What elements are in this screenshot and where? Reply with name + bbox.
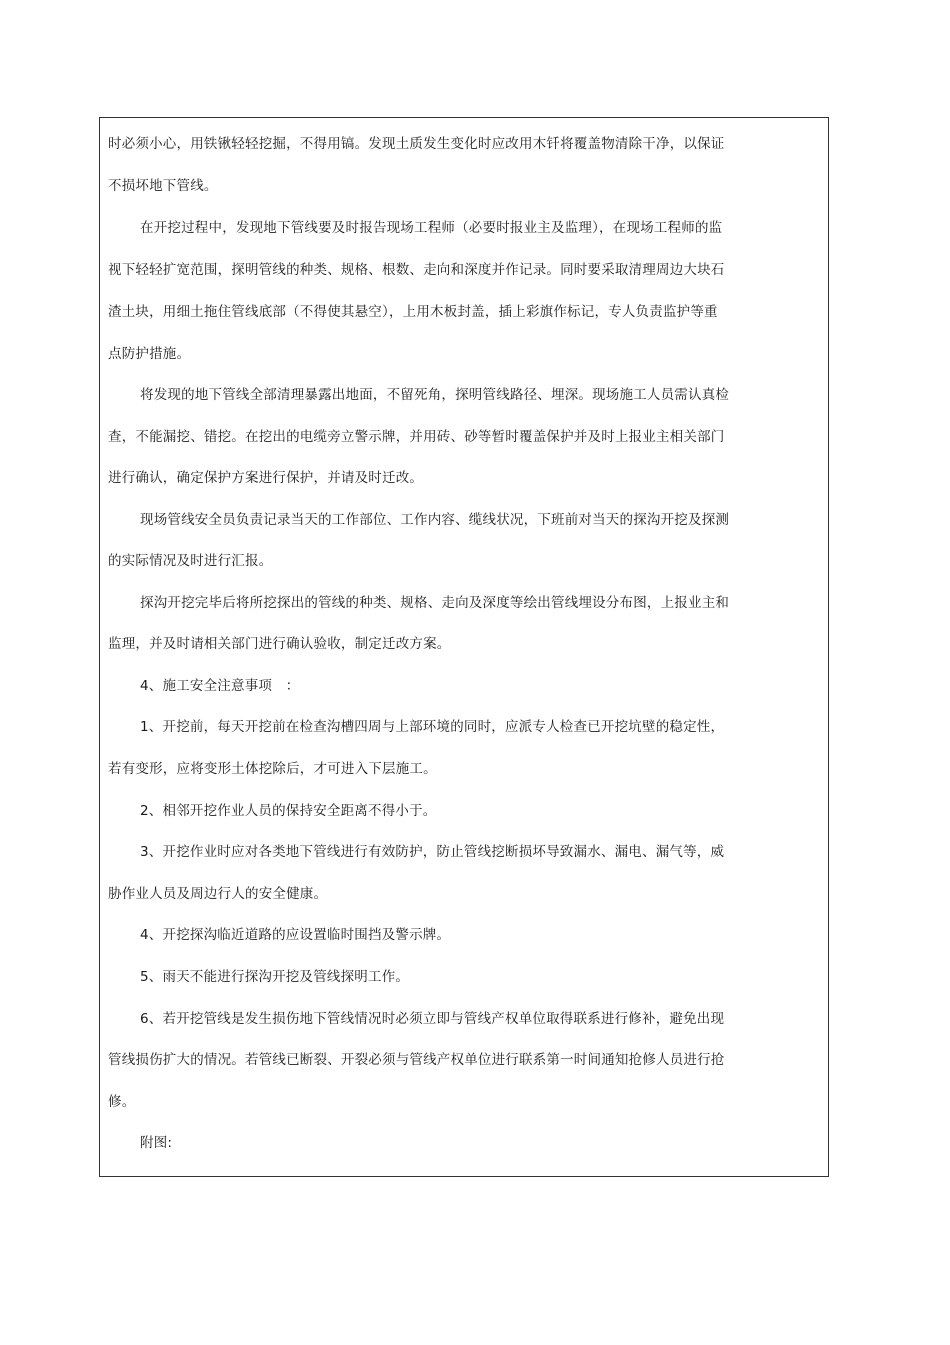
text-line: 探沟开挖完毕后将所挖探出的管线的种类、规格、走向及深度等绘出管线埋设分布图，上报业主和 <box>140 595 730 611</box>
text-line: 渣土块，用细土拖住管线底部（不得使其悬空），上用木板封盖，插上彩旗作标记，专人负责监护等重 <box>108 304 718 320</box>
text-line: 6、若开挖管线是发生损伤地下管线情况时必须立即与管线产权单位取得联系进行修补，避免出现 <box>140 1011 725 1027</box>
text-line: 5、雨天不能进行探沟开挖及管线探明工作。 <box>140 969 410 985</box>
section-heading: 4、施工安全注意事项 ： <box>140 678 300 694</box>
text-line: 监理，并及时请相关部门进行确认验收，制定迁改方案。 <box>108 636 451 652</box>
text-line: 胁作业人员及周边行人的安全健康。 <box>108 886 328 902</box>
text-line: 将发现的地下管线全部清理暴露出地面，不留死角，探明管线路径、埋深。现场施工人员需认真检 <box>140 387 730 403</box>
text-line: 管线损伤扩大的情况。若管线已断裂、开裂必须与管线产权单位进行联系第一时间通知抢修人员进行抢 <box>108 1052 725 1068</box>
document-frame <box>99 117 829 1177</box>
text-line: 的实际情况及时进行汇报。 <box>108 553 273 569</box>
text-line: 不损坏地下管线。 <box>108 178 218 194</box>
text-line: 修。 <box>108 1094 136 1110</box>
text-line: 点防护措施。 <box>108 346 191 362</box>
text-line: 视下轻轻扩宽范围，探明管线的种类、规格、根数、走向和深度并作记录。同时要采取清理周边大块石 <box>108 262 725 278</box>
text-line: 4、开挖探沟临近道路的应设置临时围挡及警示牌。 <box>140 927 451 943</box>
text-line: 进行确认，确定保护方案进行保护，并请及时迁改。 <box>108 470 424 486</box>
attachment-label: 附图: <box>140 1135 173 1151</box>
text-line: 现场管线安全员负责记录当天的工作部位、工作内容、缆线状况，下班前对当天的探沟开挖及探测 <box>140 512 730 528</box>
text-line: 3、开挖作业时应对各类地下管线进行有效防护，防止管线挖断损坏导致漏水、漏电、漏气等，威 <box>140 844 725 860</box>
text-line: 若有变形，应将变形土体挖除后，才可进入下层施工。 <box>108 761 437 777</box>
text-line: 2、相邻开挖作业人员的保持安全距离不得小于。 <box>140 803 437 819</box>
text-line: 在开挖过程中，发现地下管线要及时报告现场工程师（必要时报业主及监理），在现场工程师的监 <box>140 220 723 236</box>
text-line: 查，不能漏挖、错挖。在挖出的电缆旁立警示牌，并用砖、砂等暂时覆盖保护并及时上报业主相关部门 <box>108 429 725 445</box>
text-line: 1、开挖前，每天开挖前在检查沟槽四周与上部环境的同时，应派专人检查已开挖坑壁的稳定性， <box>140 719 725 735</box>
text-line: 时必须小心，用铁锹轻轻挖掘，不得用镐。发现土质发生变化时应改用木钎将覆盖物清除干净，以保证 <box>108 136 725 152</box>
